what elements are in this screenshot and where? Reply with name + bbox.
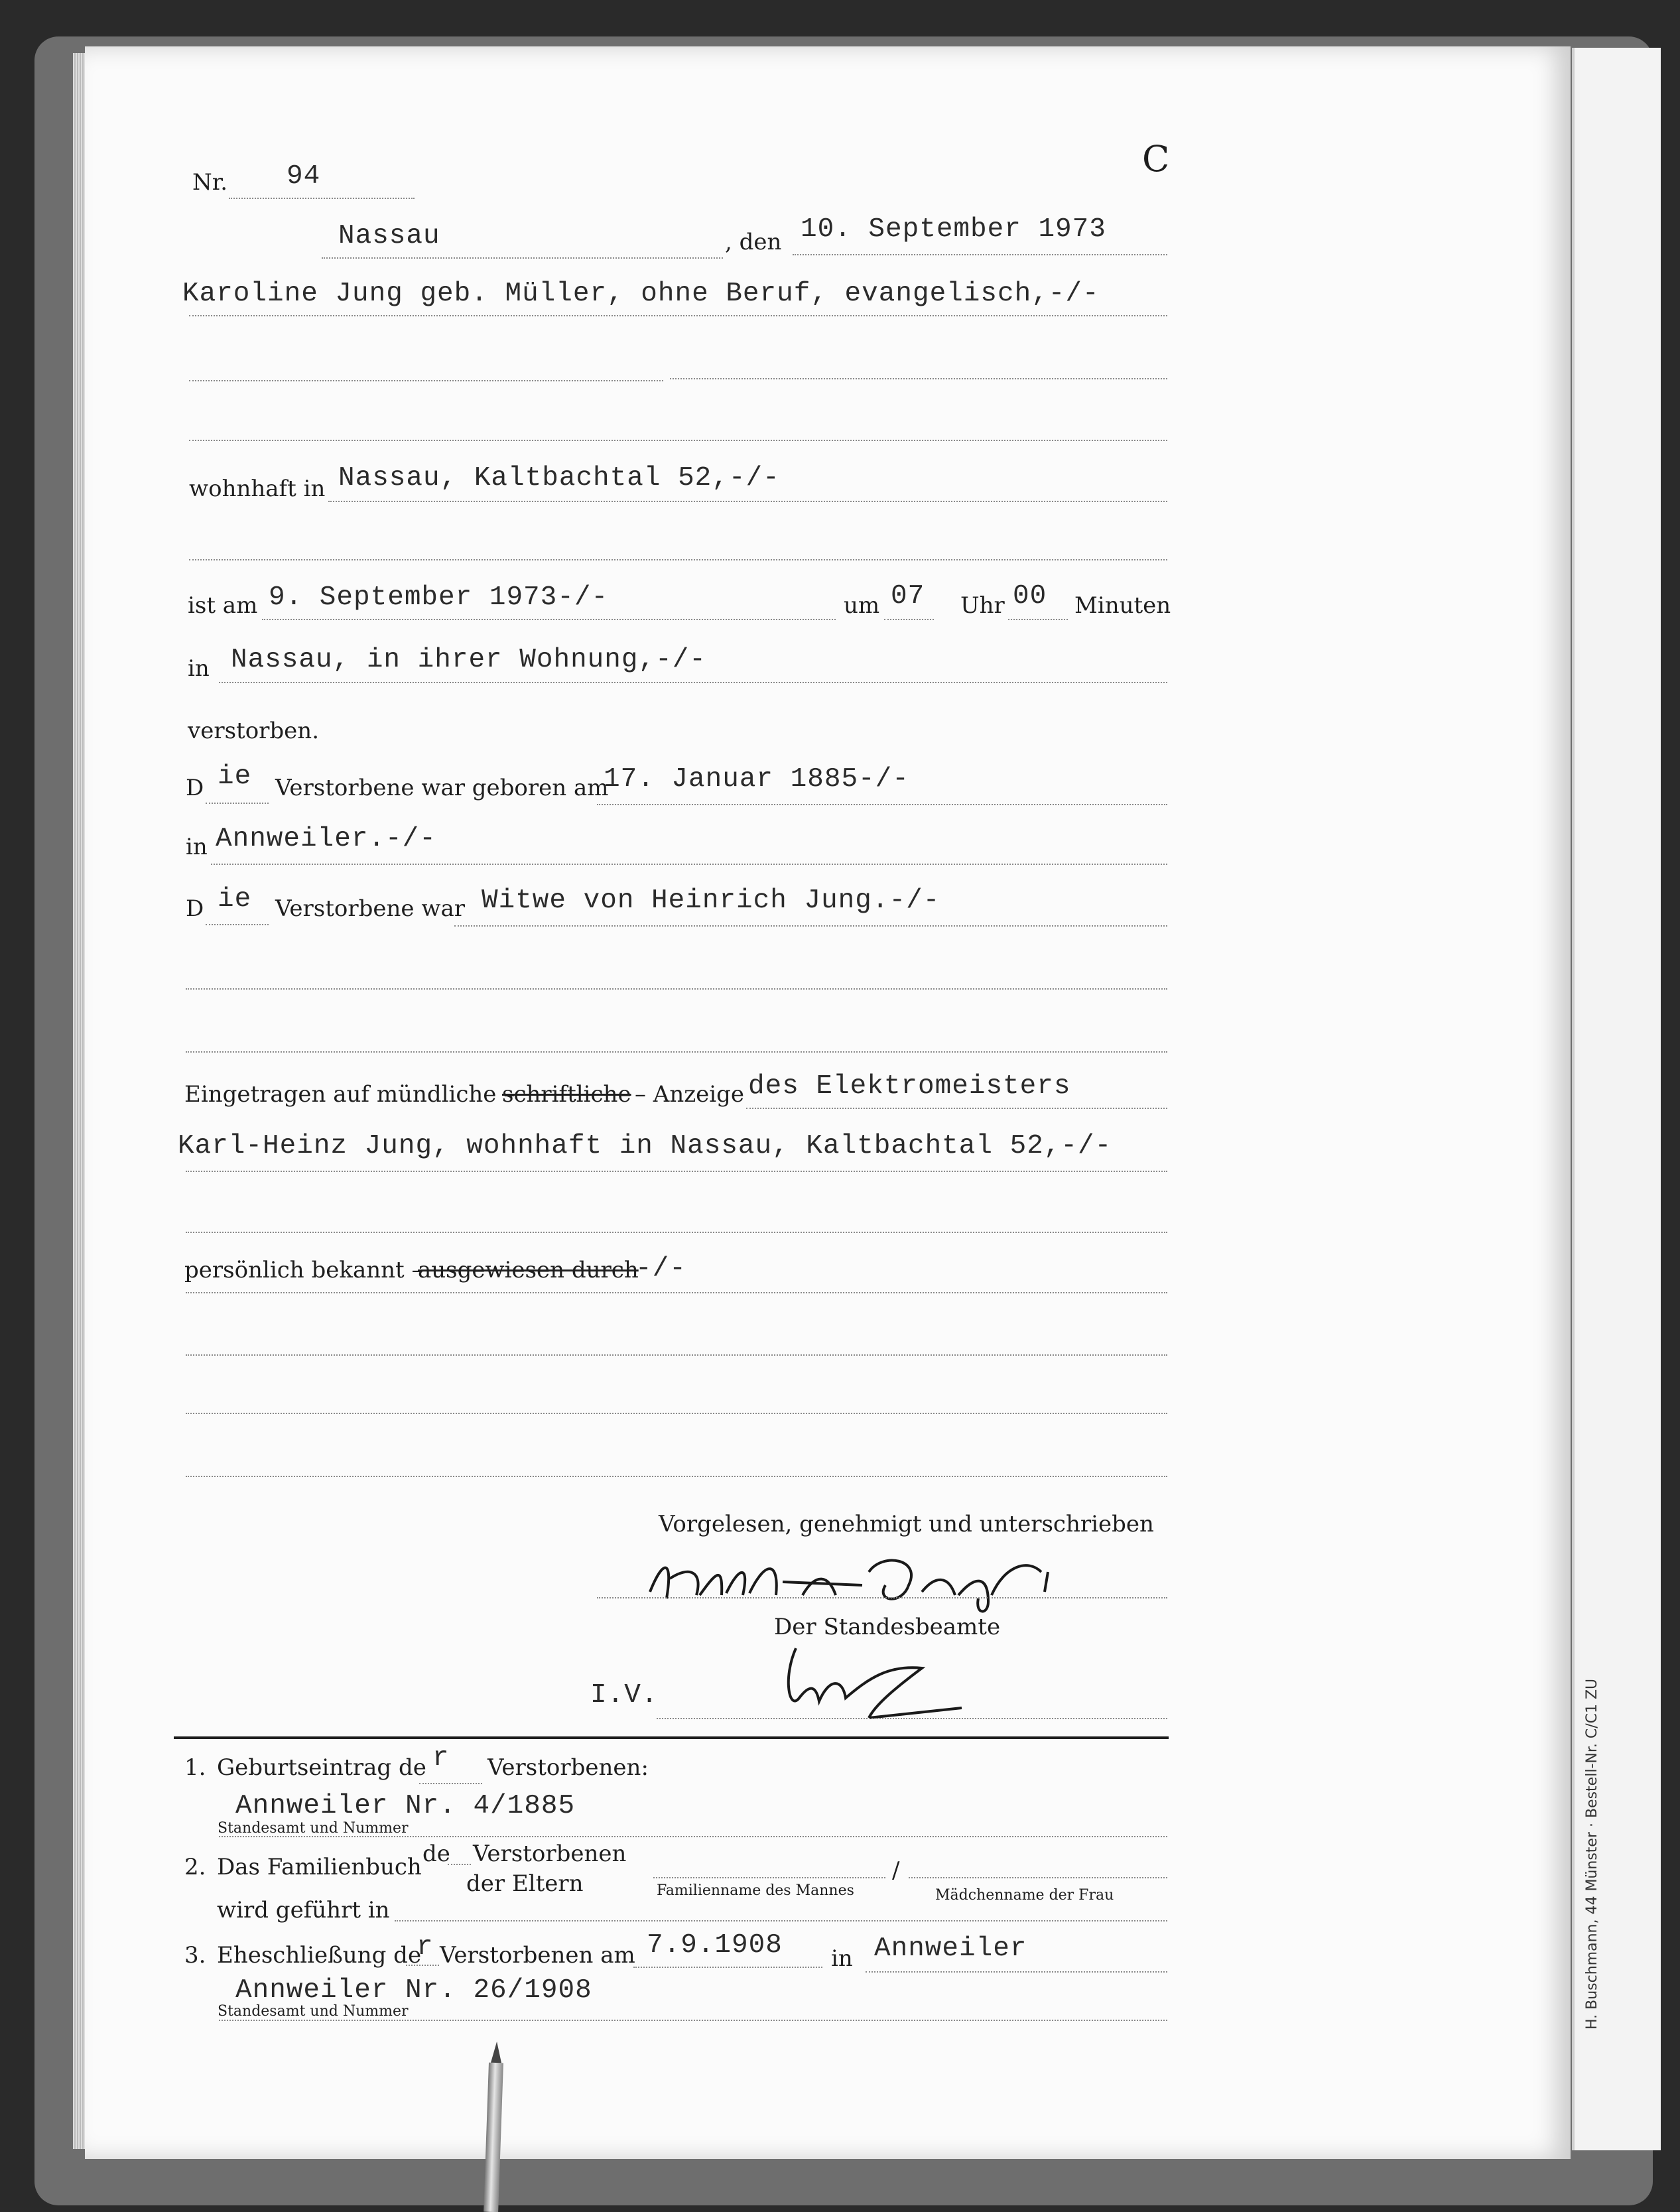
note-1-fill-line (419, 1783, 482, 1784)
blank-line-1b (670, 378, 1167, 379)
minutes-line (1008, 619, 1068, 620)
note-3-fill: r (417, 1932, 434, 1963)
note-2-woman-line (909, 1877, 1167, 1878)
note-2-man-line (653, 1877, 885, 1878)
birth-in-label: in (186, 834, 208, 860)
blank-line-7 (186, 1292, 1167, 1293)
blank-line-9 (186, 1413, 1167, 1414)
declarant-signature-line (597, 1597, 1167, 1598)
blank-line-6 (186, 1232, 1167, 1233)
death-place-line (219, 682, 1167, 683)
place-value: Nassau (338, 221, 440, 251)
death-hour: 07 (891, 581, 925, 612)
death-minutes: 00 (1013, 581, 1047, 612)
ist-am-label: ist am (188, 592, 258, 619)
birth-d-label: D (186, 775, 204, 801)
note-3-in-label: in (831, 1945, 853, 1972)
verstorben-label: verstorben. (188, 718, 320, 744)
note-2-label: Das Familienbuch (217, 1854, 422, 1880)
blank-line-3 (189, 559, 1167, 560)
note-2-option-1: de (422, 1841, 450, 1867)
note-3-number: 3. (184, 1942, 206, 1969)
report-line-1 (746, 1108, 1167, 1109)
notes-separator (174, 1736, 1169, 1739)
report-line-2 (186, 1171, 1167, 1172)
birth-date: 17. Januar 1885-/- (604, 764, 909, 795)
residence-label: wohnhaft in (189, 476, 326, 502)
residence-line (328, 501, 1167, 502)
note-3-value-line (219, 2020, 1167, 2021)
blank-line-8 (186, 1354, 1167, 1356)
note-2-number: 2. (184, 1854, 206, 1880)
report-value-2: Karl-Heinz Jung, wohnhaft in Nassau, Kaltbachtal 52,-/- (178, 1131, 1112, 1161)
note-2-option-1-b: Verstorbenen (473, 1841, 627, 1867)
residence-value: Nassau, Kaltbachtal 52,-/- (338, 463, 780, 493)
blank-line-10 (186, 1476, 1167, 1477)
status-line (454, 925, 1167, 927)
form-letter: C (1142, 138, 1170, 180)
registrar-label: Der Standesbeamte (774, 1614, 1001, 1640)
note-2-slash: / (892, 1857, 900, 1884)
note-1-caption: Standesamt und Nummer (218, 1820, 409, 1837)
death-date: 9. September 1973-/- (269, 582, 609, 613)
blank-line-5 (186, 1051, 1167, 1053)
note-1-label-a: Geburtseintrag de (217, 1754, 426, 1781)
status-d-suffix: ie (218, 884, 252, 915)
identity-struck: ausgewiesen durch (418, 1257, 639, 1283)
person-rule (189, 315, 1167, 316)
note-3-label-a: Eheschließung de (217, 1942, 422, 1969)
den-label: , den (725, 229, 782, 255)
note-3-fill-line (406, 1965, 439, 1966)
birth-d-line (206, 803, 269, 804)
report-suffix: – Anzeige (635, 1081, 745, 1108)
report-value-1: des Elektromeisters (748, 1071, 1071, 1102)
note-2-caption-man: Familienname des Mannes (657, 1882, 854, 1899)
nr-label: Nr. (192, 169, 228, 196)
note-2-option-2: der Eltern (466, 1870, 584, 1897)
iv-label: I.V. (590, 1680, 659, 1711)
um-label: um (844, 592, 880, 619)
date-value: 10. September 1973 (801, 214, 1106, 245)
status-value: Witwe von Heinrich Jung.-/- (482, 885, 940, 916)
note-1-label-b: Verstorbenen: (487, 1754, 649, 1781)
note-2-label-b: wird geführt in (217, 1897, 390, 1923)
uhr-label: Uhr (960, 592, 1005, 619)
identity-value: -/- (635, 1254, 686, 1284)
note-3-date-line (633, 1967, 822, 1968)
note-3-label-b: Verstorbenen am (440, 1942, 635, 1969)
nr-line (229, 198, 415, 199)
printer-imprint: H. Buschmann, 44 Münster · Bestell-Nr. C/C1 ZU (1584, 1678, 1600, 2030)
status-d-line (206, 924, 269, 925)
report-struck: schriftliche (502, 1081, 631, 1108)
note-2-label-b-line (395, 1920, 1167, 1921)
death-in-label: in (188, 655, 210, 682)
declarant-signature (643, 1545, 1068, 1618)
registrar-signature (769, 1638, 968, 1724)
status-label: Verstorbene war (275, 895, 465, 922)
hour-line (884, 619, 934, 620)
identity-label: persönlich bekannt – (184, 1257, 423, 1283)
minuten-label: Minuten (1074, 592, 1171, 619)
birth-date-line (597, 804, 1167, 805)
date-line (793, 254, 1167, 255)
place-line (322, 257, 723, 259)
note-2-option-1-line (448, 1864, 471, 1865)
read-approved-label: Vorgelesen, genehmigt und unterschrieben (659, 1511, 1154, 1537)
note-3-caption: Standesamt und Nummer (218, 2003, 409, 2020)
birth-label: Verstorbene war geboren am (275, 775, 609, 801)
note-1-value: Annweiler Nr. 4/1885 (235, 1791, 576, 1821)
birth-d-suffix: ie (218, 761, 252, 792)
birth-place-line (211, 864, 1167, 865)
nr-value: 94 (287, 161, 321, 192)
note-2-caption-woman: Mädchenname der Frau (935, 1887, 1114, 1904)
note-3-date: 7.9.1908 (647, 1930, 783, 1961)
note-3-place-line (866, 1971, 1167, 1973)
report-prefix: Eingetragen auf mündliche – (184, 1081, 515, 1108)
birth-place: Annweiler.-/- (216, 824, 436, 854)
note-1-fill: r (432, 1743, 450, 1774)
note-1-number: 1. (184, 1754, 206, 1781)
person-line: Karoline Jung geb. Müller, ohne Beruf, evangelisch,-/- (182, 279, 1100, 309)
death-date-line (262, 619, 836, 620)
note-3-value: Annweiler Nr. 26/1908 (235, 1975, 592, 2006)
blank-line-2 (189, 440, 1167, 441)
note-3-place: Annweiler (874, 1933, 1027, 1964)
status-d-label: D (186, 895, 204, 922)
blank-line-4 (186, 988, 1167, 990)
death-place: Nassau, in ihrer Wohnung,-/- (231, 645, 706, 675)
registrar-signature-line (657, 1718, 1167, 1719)
blank-line-1a (189, 380, 663, 381)
